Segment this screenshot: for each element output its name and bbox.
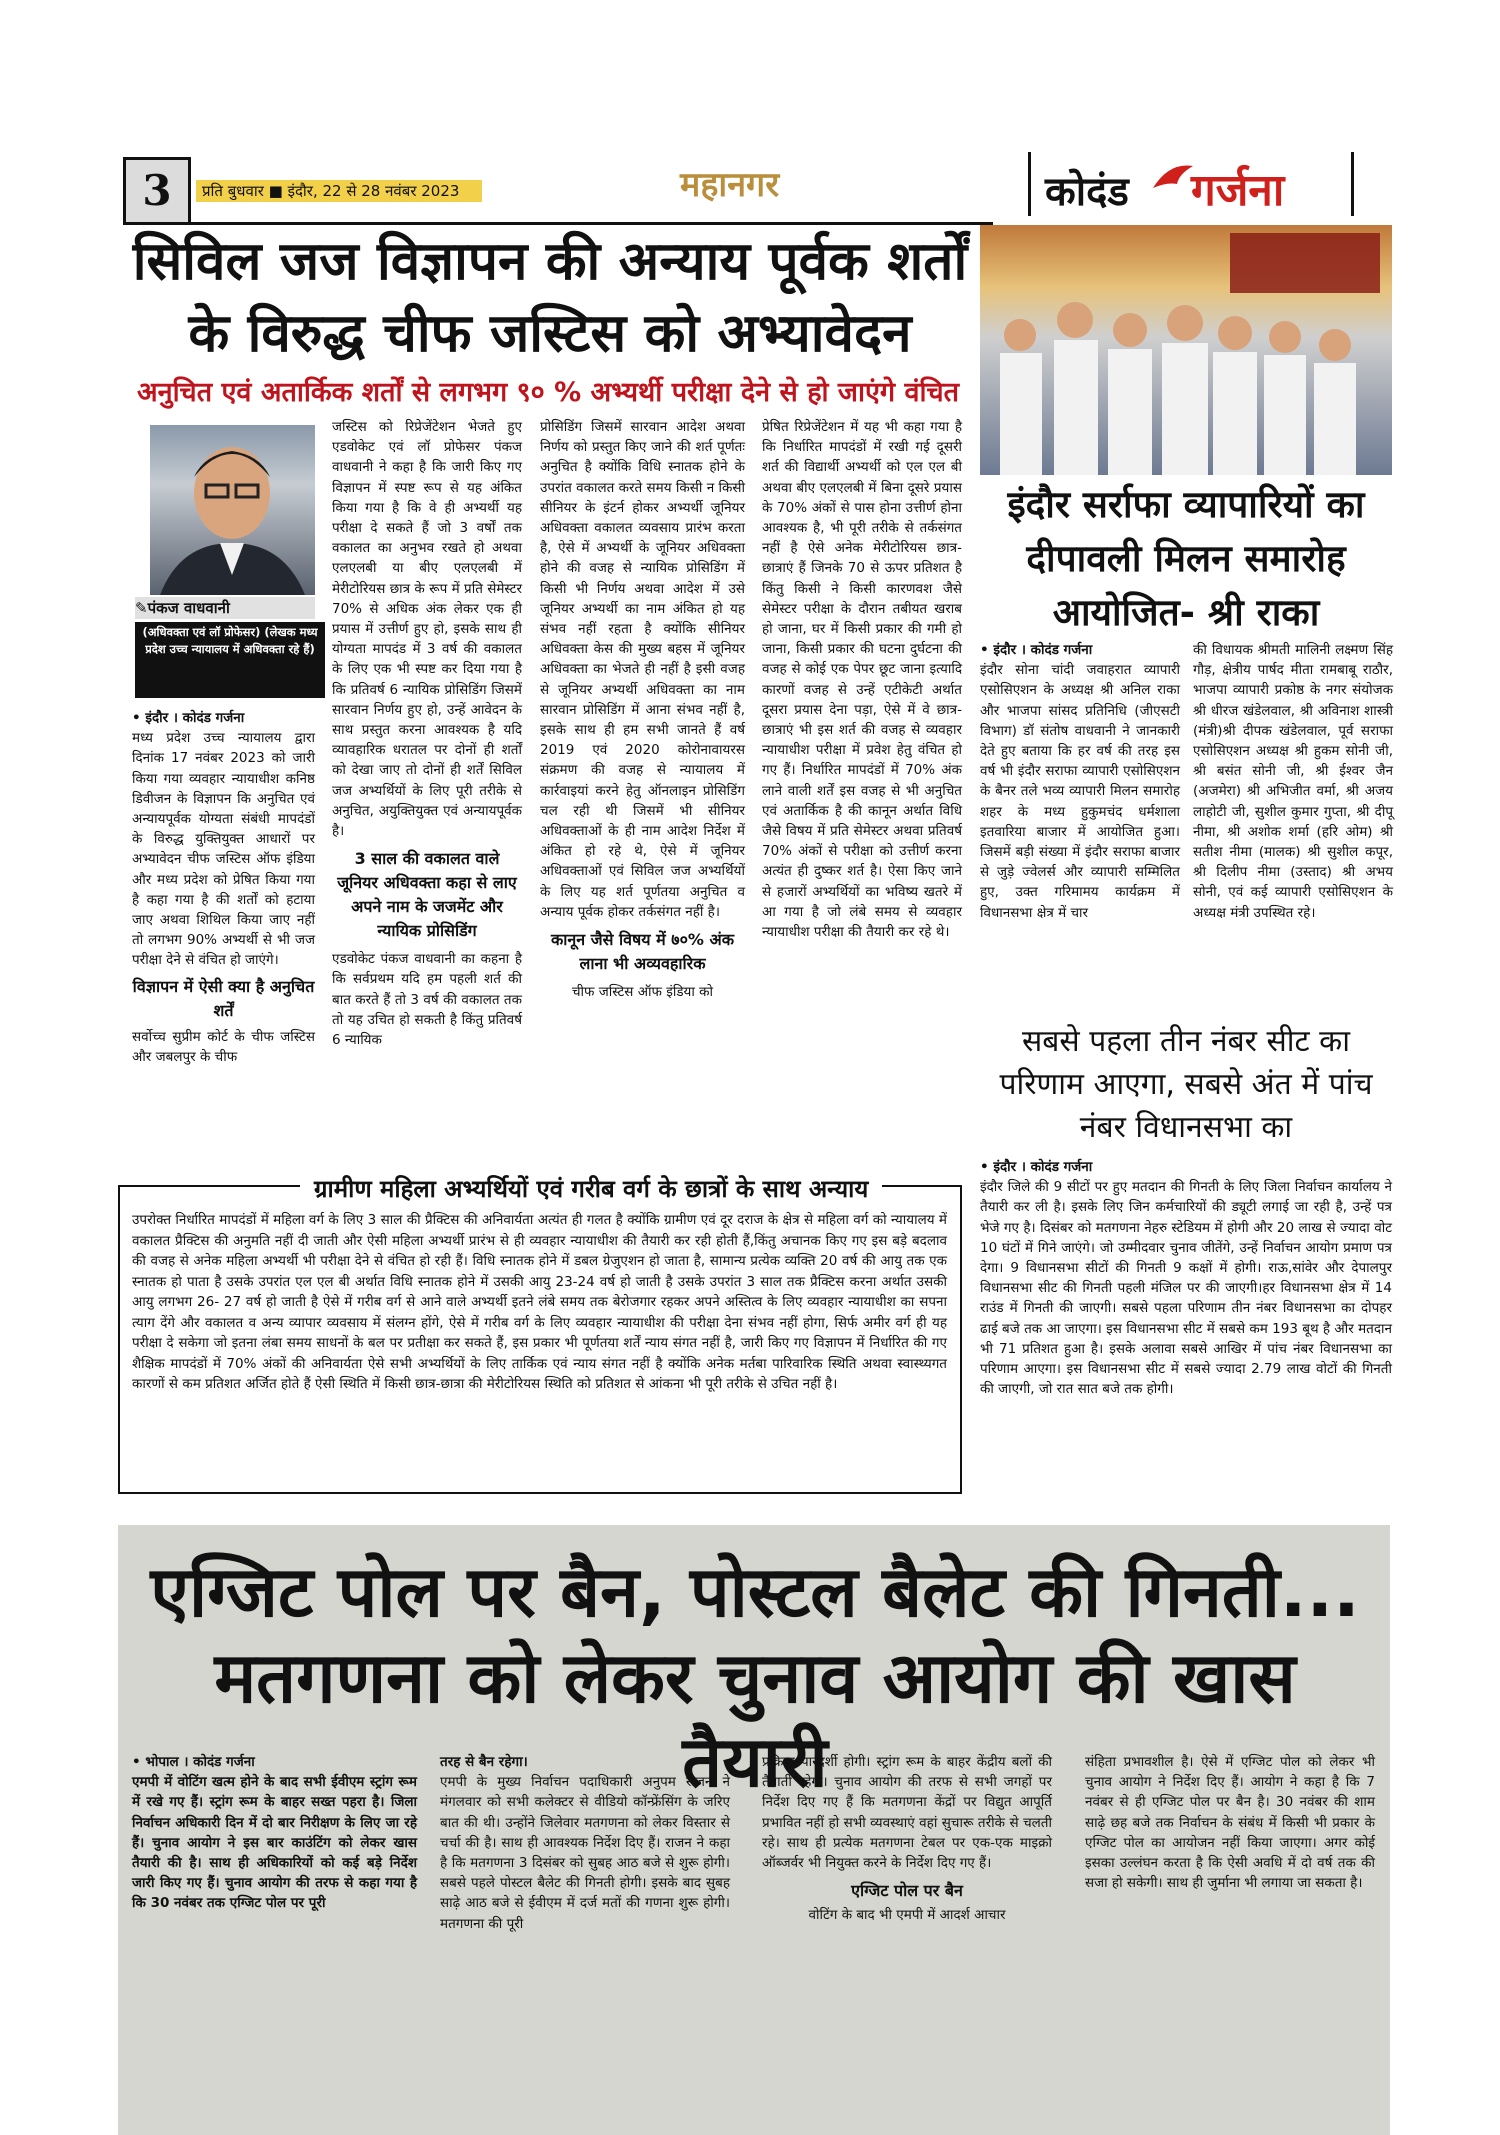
story1-col2-subhead: 3 साल की वकालत वाले जूनियर अधिवक्ता कहा से लाए अपने नाम के जजमेंट और न्यायिक प्रोसिडिंग xyxy=(337,849,517,941)
inset-box-title: ग्रामीण महिला अभ्यर्थियों एवं गरीब वर्ग के छात्रों के साथ अन्याय xyxy=(300,1172,882,1205)
bird-icon xyxy=(1151,158,1195,198)
story4-col3-subhead: एग्जिट पोल पर बैन xyxy=(851,1881,963,1901)
story4-col2-lead: तरह से बैन रहेगा। xyxy=(440,1754,528,1770)
story4-col1 xyxy=(132,1752,417,1914)
logo-text-right: गर्जना xyxy=(1191,165,1285,216)
story1-col1-text2: सर्वोच्च सुप्रीम कोर्ट के चीफ जस्टिस और जबलपुर के चीफ xyxy=(132,1028,315,1065)
story1-col4 xyxy=(762,417,962,942)
story2-col1-text: इंदौर सोना चांदी जवाहरात व्यापारी एसोसिएशन के अध्यक्ष श्री अनिल राका और भाजपा सांसद प्रतिनिधि (जीएसटी विभाग) डॉ संतोष वाधवानी ने जानकारी देते हुए बताया कि हर वर्ष की तरह इस वर्ष भी इंदौर सराफा व्यापारी एसोसिएशन के बैनर तले भव्य व्यापारी मिलन समारोह शहर के मध्य हुकुमचंद धर्मशाला इतवारिया बाजार में आयोजित हुआ। जिसमें बड़ी संख्या में इंदौर सराफा बाजार से जुड़े ज्वेलर्स और व्यापारी सम्मिलित हुए, उक्त गरिमामय कार्यक्रम में विधानसभा क्षेत्र में चार xyxy=(980,662,1180,921)
story1-col2 xyxy=(332,417,522,1050)
story4-col3-text: प्रक्रिया पारदर्शी होगी। स्ट्रांग रूम के बाहर केंद्रीय बलों की तैनाती रहेगी। चुनाव आयोग की तरफ से सभी जगहों पर निर्देश दिए गए हैं कि मतगणना केंद्रों पर विद्युत आपूर्ति प्रभावित नहीं हो सभी व्यवस्थाएं वहां सुचारू तरीके से चलती रहे। साथ ही प्रत्येक मतगणना टेबल पर एक-एक माइक्रो ऑब्जर्वर भी नियुक्त करने के निर्देश दिए गए हैं। xyxy=(762,1754,1052,1872)
logo-text-left: कोदंड xyxy=(1045,169,1129,215)
story1-headline-line2: के विरुद्ध चीफ जस्टिस को अभ्यावेदन xyxy=(188,303,912,364)
story2-dateline: • इंदौर । कोदंड गर्जना xyxy=(980,642,1093,658)
story1-col1 xyxy=(132,708,315,1067)
story2-col2 xyxy=(1193,640,1393,923)
author-photo xyxy=(150,425,315,595)
story4-col3-text2: वोटिंग के बाद भी एमपी में आदर्श आचार xyxy=(808,1907,1006,1924)
story4-col3 xyxy=(762,1752,1052,1925)
story4-col4-text: संहिता प्रभावशील है। ऐसे में एग्जिट पोल को लेकर भी चुनाव आयोग ने निर्देश दिए हैं। आयोग ने कहा है कि 7 नवंबर से ही एग्जिट पोल पर बैन है। 30 नवंबर की शाम साढ़े छह बजे तक निर्वाचन के संबंध में किसी भी प्रकार के एग्जिट पोल का आयोजन नहीं किया जाएगा। अगर कोई इसका उल्लंघन करता है कि ऐसी अवधि में दो वर्ष तक की सजा हो सकेगी। साथ ही जुर्माना भी लगाया जा सकता है। xyxy=(1085,1754,1375,1892)
date-line: प्रति बुधवार ■ इंदौर, 22 से 28 नवंबर 2023 xyxy=(196,180,482,202)
author-role: (अधिवक्ता एवं लॉ प्रोफेसर) (लेखक मध्य प्रदेश उच्च न्यायालय में अधिवक्ता रहे हैं) xyxy=(135,622,325,698)
story1-col4-text: प्रेषित रिप्रेजेंटेशन में यह भी कहा गया है कि निर्धारित मापदंडों में रखी गई दूसरी शर्त की विद्यार्थी अभ्यर्थी को एल एल बी अथवा बीए एलएलबी में बिना दूसरे प्रयास के 70% अंकों से पास होना उत्तीर्ण होना आवश्यक है, भी पूरी तरीके से तर्कसंगत नहीं है ऐसे अनेक मेरीटोरियस छात्र-छात्राएं हैं जिनके 70 से ऊपर प्रतिशत है किंतु किसी ने किसी कारणवश जैसे सेमेस्टर परीक्षा के दौरान तबीयत खराब हो जाना, घर में किसी प्रकार की गमी हो जाना, किसी प्रकार की घटना दुर्घटना की वजह से कोई एक पेपर छूट जाना इत्यादि कारणों वजह से उन्हें एटीकेटी अर्थात दूसरा प्रयास देना पड़ा, ऐसे में वे छात्र-छात्राएं भी इस शर्त की वजह से व्यवहार न्यायाधीश परीक्षा में प्रवेश हेतु वंचित हो गए हैं। निर्धारित मापदंडों में 70% अंक लाने वाली शर्तें इस वजह से भी अनुचित एवं अतार्किक है की कानून अर्थात विधि जैसे विषय में प्रति सेमेस्टर अथवा प्रतिवर्ष 70% अंकों से परीक्षा को उत्तीर्ण करना अत्यंत ही दुष्कर शर्त है। ऐसा किए जाने से हजारों अभ्यर्थियों का भविष्य खतरे में आ गया है जो लंबे समय से व्यवहार न्यायाधीश परीक्षा की तैयारी कर रहे थे। xyxy=(762,419,962,941)
story4-col4 xyxy=(1085,1752,1375,1893)
story2-col2-text: की विधायक श्रीमती मालिनी लक्ष्मण सिंह गौड़, क्षेत्रीय पार्षद मीता रामबाबू राठौर, भाजपा व्यापारी प्रकोष्ठ के नगर संयोजक श्री धीरज खंडेलवाल, श्री अविनाश शास्त्री (मंत्री)श्री दीपक खंडेलवाल, पूर्व सराफा एसोसिएशन अध्यक्ष श्री हुकम सोनी जी, श्री बसंत सोनी जी, श्री ईश्वर जैन (अजमेरा) श्री अभिजीत वर्मा, श्री अजय लाहोटी जी, सुशील कुमार गुप्ता, श्री दीपू नीमा, श्री अशोक शर्मा (हरि ओम) श्री सतीश नीमा (मालक) श्री सुशील कपूर, श्री दिलीप नीमा (उस्ताद) श्री अभय सोनी, एवं कई व्यापारी एसोसिएशन के अध्यक्ष मंत्री उपस्थित रहे। xyxy=(1193,642,1393,921)
story1-col1-subhead: विज्ञापन में ऐसी क्या है अनुचित शर्तें xyxy=(132,976,315,1020)
story2-headline: इंदौर सर्राफा व्यापारियों का दीपावली मिलन समारोह आयोजित- श्री राका xyxy=(1007,483,1365,634)
story1-subheadline: अनुचित एवं अतार्किक शर्तों से लगभग ९० % अभ्यर्थी परीक्षा देने से हो जाएंगे वंचित xyxy=(136,377,960,408)
story1-col3 xyxy=(540,417,745,1002)
story2-col1 xyxy=(980,640,1180,923)
story3-headline: सबसे पहला तीन नंबर सीट का परिणाम आएगा, सबसे अंत में पांच नंबर विधानसभा का xyxy=(999,1024,1373,1145)
group-photo-icon xyxy=(980,225,1392,475)
event-photo xyxy=(980,225,1392,475)
story1-col2-text2: एडवोकेट पंकज वाधवानी का कहना है कि सर्वप्रथम यदि हम पहली शर्त की बात करते हैं तो 3 वर्ष की वकालत तक तो यह उचित हो सकती है किंतु प्रतिवर्ष 6 न्यायिक xyxy=(332,951,522,1049)
newspaper-logo xyxy=(1028,152,1354,216)
inset-box-text: उपरोक्त निर्धारित मापदंडों में महिला वर्ग के लिए 3 साल की प्रैक्टिस की अनिवार्यता अत्यंत ही गलत है क्योंकि ग्रामीण एवं दूर दराज के क्षेत्र से महिला वर्ग को न्यायालय में वकालत प्रैक्टिस की अनुमति नहीं दी जाती और ऐसी महिला अभ्यर्थी प्रारंभ से ही व्यवहार न्यायाधीश की तैयारी कर रही होती हैं,किंतु अचानक किए गए इस बड़े बदलाव की वजह से अनेक महिला अभ्यर्थी भी परीक्षा देने से वंचित हो रही हैं। विधि स्नातक होने में डबल ग्रेजुएशन हो जाता है, सामान्य प्रत्येक व्यक्ति 20 वर्ष की आयु तक एक स्नातक हो पाता है उसके उपरांत एल एल बी अर्थात विधि स्नातक होने में उसकी आयु 23-24 वर्ष हो जाती है उसके उपरांत 3 साल तक प्रैक्टिस करना अर्थात उसकी आयु लगभग 26- 27 वर्ष हो जाती है ऐसे में गरीब वर्ग से आने वाले अभ्यर्थी इतने लंबे समय तक बेरोजगार रहकर अपने अस्तित्व के लिए व्यवहार न्यायाधीश का सपना त्याग देंगे और वकालत व अन्य व्यापार व्यवसाय में संलग्न होंगे, ऐसे में गरीब वर्ग के लिए व्यवहार न्यायाधीश की परीक्षा देना संभव नहीं होगा, सिर्फ अमीर वर्ग ही यह परीक्षा दे सकेगा जो इतना लंबा समय साधनों के बल पर प्रतीक्षा कर सकते हैं, इस प्रकार भी पूर्णतया शर्तें न्याय संगत नहीं है, जारी किए गए विज्ञापन में निर्धारित की गए शैक्षिक मापदंडों में 70% अंकों की अनिवार्यता ऐसे सभी अभ्यर्थियों के लिए तार्किक एवं न्याय संगत नहीं है क्योंकि अनेक मर्तबा पारिवारिक स्थिति अथवा स्वास्थ्यगत कारणों से कम प्रतिशत अर्जित होते हैं ऐसी स्थिति में किसी छात्र-छात्रा की मेरीटोरियस स्थिति को प्रतिशत से आंकना भी पूरी तरीके से उचित नहीं है। xyxy=(132,1212,947,1392)
inset-box-text-wrap xyxy=(132,1210,947,1395)
story4-col1-text: एमपी में वोटिंग खत्म होने के बाद सभी ईवीएम स्ट्रांग रूम में रखे गए हैं। स्ट्रांग रूम के बाहर सख्त पहरा है। जिला निर्वाचन अधिकारी दिन में दो बार निरीक्षण के लिए जा रहे हैं। चुनाव आयोग ने इस बार काउंटिंग को लेकर खास तैयारी की है। साथ ही अधिकारियों को कई बड़े निर्देश जारी किए गए हैं। चुनाव आयोग की तरफ से कहा गया है कि 30 नवंबर तक एग्जिट पोल पर पूरी xyxy=(132,1774,417,1912)
person-silhouette-icon xyxy=(150,425,315,595)
story1-col2-text: जस्टिस को रिप्रेजेंटेशन भेजते हुए एडवोकेट एवं लॉ प्रोफेसर पंकज वाधवानी ने कहा है कि जारी किए गए विज्ञापन में स्पष्ट रूप से यह अंकित किया गया है कि वे ही अभ्यर्थी यह परीक्षा दे सकते हैं जो 3 वर्षों तक वकालत का अनुभव रखते हो अथवा एलएलबी या बीए एलएलबी में मेरीटोरियस छात्र के रूप में प्रति सेमेस्टर 70% से अधिक अंक लेकर एक ही प्रयास में उत्तीर्ण हुए हो, इसके साथ ही योग्यता मापदंड में 3 वर्ष की वकालत के लिए एक भी स्पष्ट कर दिया गया है कि प्रतिवर्ष 6 न्यायिक प्रोसिडिंग जिसमें सारवान निर्णय हुए हो, उन्हें आवेदन के साथ प्रस्तुत करना आवश्यक है यदि व्यावहारिक धरातल पर दोनों ही शर्तों को देखा जाए तो दोनों ही शर्तें सिविल जज अभ्यर्थियों के लिए पूरी तरीके से अनुचित, अयुक्तियुक्त एवं अन्यायपूर्वक है। xyxy=(332,419,522,840)
story1-col1-text: मध्य प्रदेश उच्च न्यायालय द्वारा दिनांक 17 नवंबर 2023 को जारी किया गया व्यवहार न्यायाधीश कनिष्ठ डिवीजन के विज्ञापन कि अनुचित एवं अन्यायपूर्वक योग्यता संबंधी मापदंडों के विरुद्ध युक्तियुक्त आधारों पर अभ्यावेदन चीफ जस्टिस ऑफ इंडिया और मध्य प्रदेश को प्रेषित किया गया है कहा गया है की शर्तों को हटाया जाए अथवा शिथिल किया जाए नहीं तो लगभग 90% अभ्यर्थी से भी जज परीक्षा देने से वंचित हो जाएंगे। xyxy=(132,730,315,969)
story4-headline-line2: मतगणना को लेकर चुनाव आयोग की खास तैयारी xyxy=(214,1637,1296,1803)
story4-dateline: • भोपाल । कोदंड गर्जना xyxy=(132,1754,255,1770)
story4-col2-text: एमपी के मुख्य निर्वाचन पदाधिकारी अनुपम राजन ने मंगलवार को सभी कलेक्टर से वीडियो कॉन्फ्रेंसिंग के जरिए बात की थी। उन्होंने जिलेवार मतगणना को लेकर विस्तार से चर्चा की है। साथ ही आवश्यक निर्देश दिए हैं। राजन ने कहा है कि मतगणना 3 दिसंबर को सुबह आठ बजे से शुरू होगी। सबसे पहले पोस्टल बैलेट की गिनती होगी। इसके बाद सुबह साढ़े आठ बजे से ईवीएम में दर्ज मतों की गणना शुरू होगी। मतगणना की पूरी xyxy=(440,1774,730,1932)
story1-col3-text: प्रोसिडिंग जिसमें सारवान आदेश अथवा निर्णय को प्रस्तुत किए जाने की शर्त पूर्णतः अनुचित है क्योंकि विधि स्नातक होने के उपरांत वकालत करते समय किसी न किसी सीनियर के इंटर्न होकर अभ्यर्थी जूनियर अधिवक्ता वकालत व्यवसाय प्रारंभ करता है, ऐसे में अभ्यर्थी के जूनियर अधिवक्ता होने की वजह से न्यायिक प्रोसिडिंग में किसी भी निर्णय अथवा आदेश में उसे जूनियर अभ्यर्थी का नाम अंकित हो यह संभव नहीं रहता है क्योंकि सीनियर अधिवक्ता केस की मुख्य बहस में जूनियर अधिवक्ता का भेजते ही नहीं है इसी वजह से जूनियर अभ्यर्थी अधिवक्ता का नाम सारवान प्रोसिडिंग में आना संभव नहीं है, इसके साथ ही हम सभी जानते हैं वर्ष 2019 एवं 2020 कोरोनावायरस संक्रमण की वजह से न्यायालय में कार्रवाइयां करने हेतु ऑनलाइन प्रोसिडिंग चल रही थी जिसमें भी सीनियर अधिवक्ताओं के ही नाम आदेश निर्देश में अंकित हो रहे थे, ऐसे में जूनियर अधिवक्ताओं एवं सिविल जज अभ्यर्थियों के लिए यह शर्त पूर्णतया अनुचित व अन्याय पूर्वक होकर तर्कसंगत नहीं है। xyxy=(540,419,745,920)
author-name: ✎पंकज वाधवानी xyxy=(135,597,315,619)
header-rule xyxy=(123,222,993,225)
story1-col3-subhead: कानून जैसे विषय में ७०% अंक लाना भी अव्यवहारिक xyxy=(550,930,735,974)
story3-col xyxy=(980,1157,1392,1399)
page-number: 3 xyxy=(123,157,191,225)
story1-headline-line1: सिविल जज विज्ञापन की अन्याय पूर्वक शर्तों xyxy=(132,231,968,292)
story4-col2 xyxy=(440,1752,730,1934)
story3-dateline: • इंदौर । कोदंड गर्जना xyxy=(980,1159,1093,1175)
section-title: महानगर xyxy=(680,165,780,205)
story1-col3-text2: चीफ जस्टिस ऑफ इंडिया को xyxy=(571,984,714,1001)
story4-headline-line1: एग्जिट पोल पर बैन, पोस्टल बैलेट की गिनती... xyxy=(150,1551,1360,1633)
story1-dateline: • इंदौर । कोदंड गर्जना xyxy=(132,710,245,726)
story3-text: इंदौर जिले की 9 सीटों पर हुए मतदान की गिनती के लिए जिला निर्वाचन कार्यालय ने तैयारी कर ली है। इसके लिए जिन कर्मचारियों की ड्यूटी लगाई जा रही है, उन्हें पत्र भेजे गए है। दिसंबर को मतगणना नेहरु स्टेडियम में होगी और 20 लाख से ज्यादा वोट 10 घंटों में गिने जाएंगे। जो उम्मीदवार चुनाव जीतेंगे, उन्हें निर्वाचन आयोग प्रमाण पत्र देगा। 9 विधानसभा सीटों की गिनती 9 कक्षों में होगी। राऊ,सांवेर और देपालपुर विधानसभा सीट की गिनती पहली मंजिल पर की जाएगी।हर विधानसभा क्षेत्र में 14 राउंड में गिनती की जाएगी। सबसे पहला परिणाम तीन नंबर विधानसभा का दोपहर ढाई बजे तक आ जाएगा। इस विधानसभा सीट में सबसे कम 193 बूथ है और मतदान भी 71 प्रतिशत हुआ है। इसके अलावा सबसे आखिर में पांच नंबर विधानसभा का परिणाम आएगा। इस विधानसभा सीट में सबसे ज्यादा 2.79 लाख वोटों की गिनती की जाएगी, जो रात सात बजे तक होगी। xyxy=(980,1179,1392,1398)
